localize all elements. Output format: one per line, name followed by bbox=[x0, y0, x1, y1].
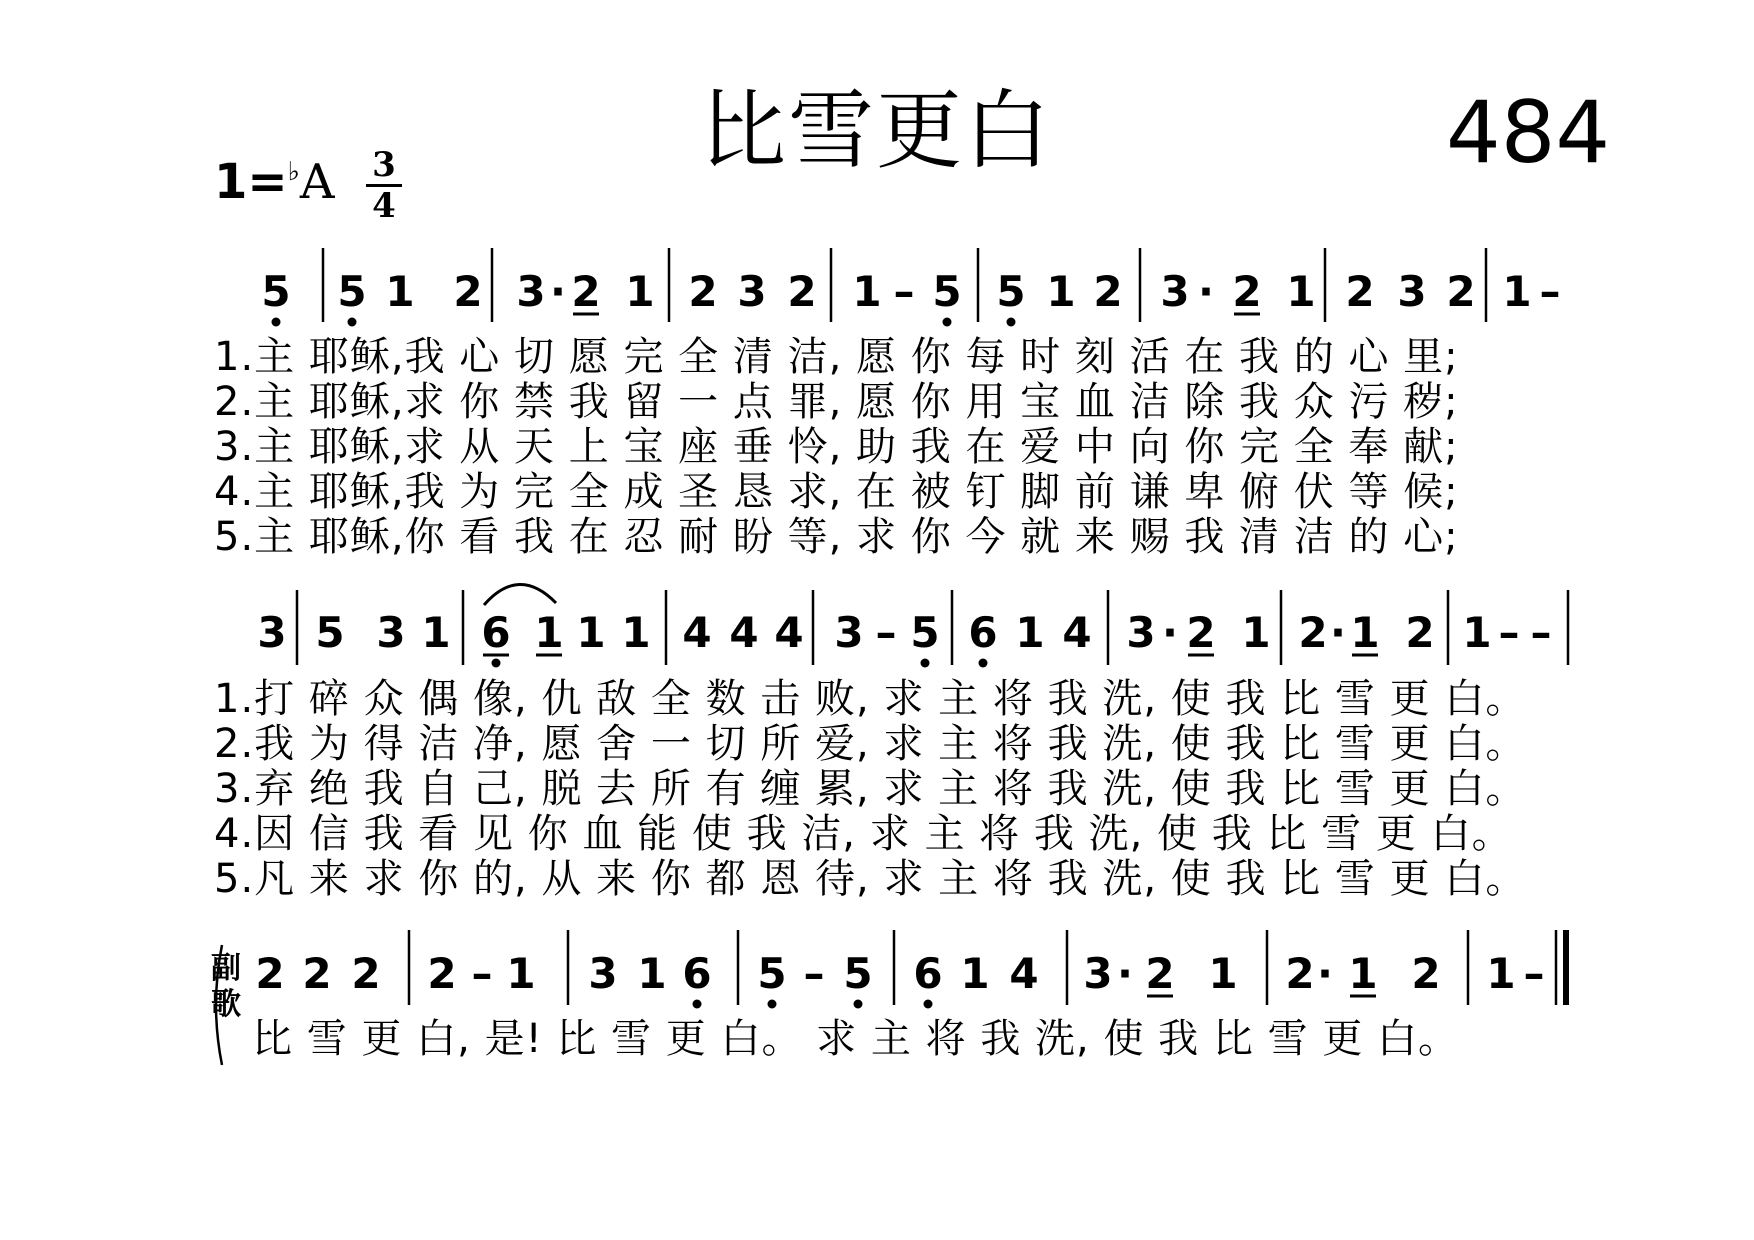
augmentation-dot: · bbox=[1317, 949, 1333, 998]
lyric-line: 4.主 耶稣,我 为 完 全 成 圣 恳 求, 在 被 钉 脚 前 谦 卑 俯 伏 等 候; bbox=[214, 469, 1459, 515]
note: 2 bbox=[688, 267, 718, 316]
note: 1 bbox=[1015, 608, 1045, 657]
note: 4 bbox=[774, 608, 804, 657]
note: 3 bbox=[588, 949, 618, 998]
note: 2 bbox=[1232, 267, 1262, 316]
note: 1 bbox=[1486, 949, 1516, 998]
octave-dot-below bbox=[492, 659, 501, 668]
note: 3 bbox=[737, 267, 767, 316]
note: 2 bbox=[787, 267, 817, 316]
octave-dot-below bbox=[979, 659, 988, 668]
note: 2 bbox=[255, 949, 285, 998]
augmentation-dot: · bbox=[1162, 608, 1178, 657]
octave-dot-below bbox=[272, 318, 281, 327]
note: 3 bbox=[834, 608, 864, 657]
note: 3 bbox=[376, 608, 406, 657]
lyric-line: 1.主 耶稣,我 心 切 愿 完 全 清 洁, 愿 你 每 时 刻 活 在 我 的 心 里; bbox=[214, 334, 1459, 380]
note: 2 bbox=[1446, 267, 1476, 316]
augmentation-dot: · bbox=[550, 267, 566, 316]
note: 1 bbox=[1046, 267, 1076, 316]
slur bbox=[484, 584, 556, 605]
note: 1 bbox=[506, 949, 536, 998]
dash-extension: – bbox=[1498, 608, 1520, 657]
note: 5 bbox=[261, 267, 291, 316]
octave-dot-below bbox=[768, 1000, 777, 1009]
augmentation-dot: · bbox=[1330, 608, 1346, 657]
note: 3 bbox=[1126, 608, 1156, 657]
note: 1 bbox=[1286, 267, 1316, 316]
lyric-line: 2.我 为 得 洁 净, 愿 舍 一 切 所 爱, 求 主 将 我 洗, 使 我 比 雪 更 白。 bbox=[214, 721, 1527, 767]
note: 1 bbox=[960, 949, 990, 998]
note: 2 bbox=[1285, 949, 1315, 998]
note: 5 bbox=[910, 608, 940, 657]
note: 4 bbox=[1062, 608, 1092, 657]
note: 5 bbox=[315, 608, 345, 657]
time-sig-bottom: 4 bbox=[372, 186, 396, 226]
hymn-number: 484 bbox=[1446, 83, 1611, 183]
note: 3 bbox=[1160, 267, 1190, 316]
dash-extension: – bbox=[1523, 949, 1545, 998]
note: 2 bbox=[351, 949, 381, 998]
lyric-line: 比 雪 更 白, 是! 比 雪 更 白。 求 主 将 我 洗, 使 我 比 雪 更 白。 bbox=[252, 1016, 1460, 1062]
augmentation-dot: · bbox=[1117, 949, 1133, 998]
note: 1 bbox=[1462, 608, 1492, 657]
octave-dot-below bbox=[943, 318, 952, 327]
dash-extension: – bbox=[1530, 608, 1552, 657]
time-sig-top: 3 bbox=[372, 145, 396, 185]
note: 5 bbox=[996, 267, 1026, 316]
lyric-line: 3.弃 绝 我 自 己, 脱 去 所 有 缠 累, 求 主 将 我 洗, 使 我 比 雪 更 白。 bbox=[214, 766, 1527, 812]
note: 2 bbox=[302, 949, 332, 998]
note: 1 bbox=[534, 608, 564, 657]
chorus-label: 歌 bbox=[211, 987, 241, 1022]
augmentation-dot: · bbox=[1198, 267, 1214, 316]
note: 2 bbox=[571, 267, 601, 316]
dash-extension: – bbox=[803, 949, 825, 998]
chorus-label: 副 bbox=[211, 951, 241, 986]
note: 2 bbox=[427, 949, 457, 998]
dash-extension: – bbox=[893, 267, 915, 316]
octave-dot-below bbox=[921, 659, 930, 668]
note: 5 bbox=[932, 267, 962, 316]
note: 2 bbox=[1093, 267, 1123, 316]
note: 1 bbox=[421, 608, 451, 657]
note: 5 bbox=[337, 267, 367, 316]
note: 6 bbox=[682, 949, 712, 998]
octave-dot-below bbox=[854, 1000, 863, 1009]
note: 4 bbox=[1009, 949, 1039, 998]
note: 3 bbox=[516, 267, 546, 316]
octave-dot-below bbox=[348, 318, 357, 327]
note: 2 bbox=[1405, 608, 1435, 657]
note: 1 bbox=[385, 267, 415, 316]
lyric-line: 5.凡 来 求 你 的, 从 来 你 都 恩 待, 求 主 将 我 洗, 使 我 比 雪 更 白。 bbox=[214, 856, 1527, 902]
note: 6 bbox=[481, 608, 511, 657]
note: 6 bbox=[913, 949, 943, 998]
note: 4 bbox=[729, 608, 759, 657]
note: 2 bbox=[1145, 949, 1175, 998]
hymn-title: 比雪更白 bbox=[700, 81, 1052, 181]
note: 3 bbox=[257, 608, 287, 657]
note: 1 bbox=[1350, 608, 1380, 657]
note: 1 bbox=[1241, 608, 1271, 657]
dash-extension: – bbox=[471, 949, 493, 998]
octave-dot-below bbox=[1007, 318, 1016, 327]
note: 2 bbox=[1186, 608, 1216, 657]
note: 1 bbox=[1502, 267, 1532, 316]
note: 1 bbox=[1208, 949, 1238, 998]
flat-icon: ♭ bbox=[287, 157, 300, 187]
note: 2 bbox=[1298, 608, 1328, 657]
note: 1 bbox=[576, 608, 606, 657]
lyric-line: 1.打 碎 众 偶 像, 仇 敌 全 数 击 败, 求 主 将 我 洗, 使 我 比 雪 更 白。 bbox=[214, 676, 1527, 722]
note: 1 bbox=[852, 267, 882, 316]
note: 1 bbox=[637, 949, 667, 998]
note: 2 bbox=[1345, 267, 1375, 316]
octave-dot-below bbox=[924, 1000, 933, 1009]
note: 5 bbox=[843, 949, 873, 998]
key-letter: A bbox=[299, 154, 335, 210]
lyric-line: 2.主 耶稣,求 你 禁 我 留 一 点 罪, 愿 你 用 宝 血 洁 除 我 众 污 秽; bbox=[214, 379, 1459, 425]
note: 3 bbox=[1397, 267, 1427, 316]
dash-extension: – bbox=[1539, 267, 1561, 316]
key-prefix: 1= bbox=[214, 154, 288, 210]
note: 2 bbox=[453, 267, 483, 316]
dash-extension: – bbox=[875, 608, 897, 657]
octave-dot-below bbox=[693, 1000, 702, 1009]
lyric-line: 4.因 信 我 看 见 你 血 能 使 我 洁, 求 主 将 我 洗, 使 我 比 雪 更 白。 bbox=[214, 811, 1513, 857]
note: 3 bbox=[1083, 949, 1113, 998]
note: 1 bbox=[625, 267, 655, 316]
note: 5 bbox=[757, 949, 787, 998]
note: 2 bbox=[1411, 949, 1441, 998]
lyric-line: 5.主 耶稣,你 看 我 在 忍 耐 盼 等, 求 你 今 就 来 赐 我 清 洁 的 心; bbox=[214, 514, 1459, 560]
note: 4 bbox=[682, 608, 712, 657]
note: 1 bbox=[621, 608, 651, 657]
lyric-line: 3.主 耶稣,求 从 天 上 宝 座 垂 怜, 助 我 在 爱 中 向 你 完 全 奉 献; bbox=[214, 424, 1459, 470]
note: 6 bbox=[968, 608, 998, 657]
note: 1 bbox=[1348, 949, 1378, 998]
